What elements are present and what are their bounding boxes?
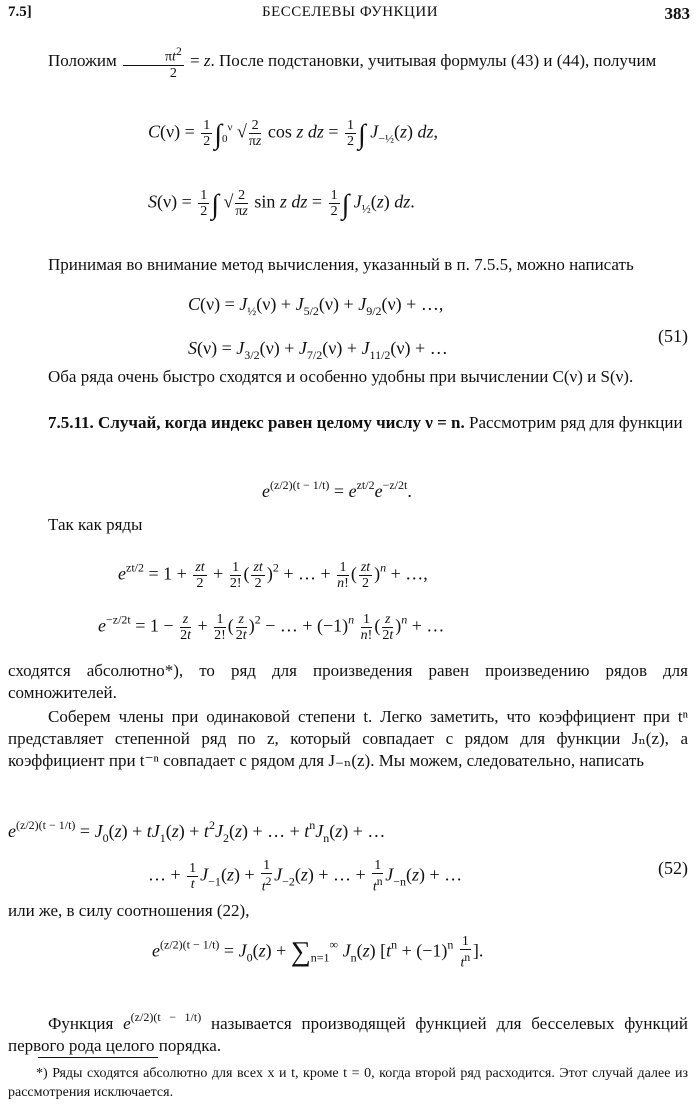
equation-number-52: (52) (658, 858, 688, 878)
equation-c-nu: C(ν) = $\frac{1}{2}$ $\int_0^\nu$ √ $\frac{2}{\pi z}$ cos z dz = $\frac{1}{2}$ ∫ $J_{-\frac{1}{2}}(z)$ dz, (148, 118, 439, 151)
equation-52-line-2: … + $\frac{1}{t}$ $J_{-1}(z)$ + $\frac{1}{t^2}$ $J_{-2}(z)$ + … + $\frac{1}{t^n}$ $J_{-n}(z)$ + … (148, 858, 463, 895)
footnote: *) Ряды сходятся абсолютно для всех x и t, кроме t = 0, когда второй ряд расходится. Этот случай далее из рассмотрения исключается. (8, 1066, 688, 1100)
section-7-5-11: 7.5.11. Случай, когда индекс равен целому числу ν = n. Рассмотрим ряд для функции (48, 413, 683, 432)
running-title: БЕССЕЛЕВЫ ФУНКЦИИ (261, 4, 439, 20)
equation-series-2: $e^{-z/2t} = 1$ − $\frac{z}{2t}$ + $\frac{1}{2!}$ ( $\frac{z}{2t}$ )$^2$ − … + $(-1)^n$ $\frac{1}{n!}$ ( $\frac{z}{2t}$ )$^n$ + … (98, 612, 445, 643)
equation-s-nu: S(ν) = $\frac{1}{2}$ ∫ √ $\frac{2}{\pi z}$ sin z dz = $\frac{1}{2}$ ∫ $J_{\frac{1}{2}}(z)$ dz. (148, 188, 415, 221)
equation-generating: $e^{(z/2)(t - 1/t)} = e^{zt/2}e^{-z/2t}$. (262, 478, 412, 501)
page-number: 383 (664, 4, 690, 23)
paragraph-convergence: Оба ряда очень быстро сходятся и особенно удобны при вычислении C(ν) и S(ν). (48, 367, 634, 386)
equation-series-1: $e^{zt/2} = 1$ + $\frac{zt}{2}$ + $\frac{1}{2!}$ ( $\frac{zt}{2}$ )$^2$ + … + $\frac{1}{n!}$ ( $\frac{zt}{2}$ )$^n$ + …, (118, 560, 428, 591)
equation-generating-sum: $e^{(z/2)(t - 1/t)} = J_0(z) + \sum_{n=1}^\infty$ $J_n(z) [t^n + (-1)^n$ $\frac{1}{t^n}$ ]. (152, 934, 484, 971)
paragraph-function: Функция $e^{(z/2)(t - 1/t)}$ называется производящей функцией для бесселевых функций первого рода целого порядка. (8, 1010, 688, 1055)
paragraph-method: Принимая во внимание метод вычисления, указанный в п. 7.5.5, можно написать (48, 255, 634, 274)
paragraph-relation: или же, в силу соотношения (22), (8, 901, 250, 920)
header-section-ref: 7.5] (8, 4, 32, 20)
equation-51-s: $S(\nu) = J_{3/2}(\nu) + J_{7/2}(\nu) + J_{11/2}(\nu)$ + … (188, 338, 448, 362)
equation-51-c: $C(\nu) = J_{\frac{1}{2}}(\nu) + J_{5/2}(\nu) + J_{9/2}(\nu)$ + …, (188, 294, 444, 318)
section-title: 7.5.11. Случай, когда индекс равен целому числу ν = n. (48, 413, 465, 432)
equation-number-51: (51) (658, 326, 688, 346)
equation-52-line-1: $e^{(z/2)(t - 1/t)} = J_0(z) + tJ_1(z) + t^2J_2(z)$ + … + $t^nJ_n(z)$ + … (8, 818, 386, 845)
paragraph-absolute: сходятся абсолютно*), то ряд для произведения равен произведению рядов для сомножителей. (8, 661, 688, 702)
paragraph-series: Так как ряды (48, 515, 143, 534)
paragraph-substitution: Положим $\frac{\pi t^2}{2}$ = z. После подстановки, учитывая формулы (43) и (44), получим (48, 45, 657, 81)
footnote-rule (38, 1057, 158, 1058)
paragraph-coefficients: Соберем члены при одинаковой степени t. Легко заметить, что коэффициент при tⁿ представляет степенной ряд по z, который совпадает с рядом для функции Jₙ(z), а коэффициент при t⁻ⁿ совпадает с рядом для J₋ₙ(z). Мы можем, следовательно, написать (8, 707, 688, 770)
